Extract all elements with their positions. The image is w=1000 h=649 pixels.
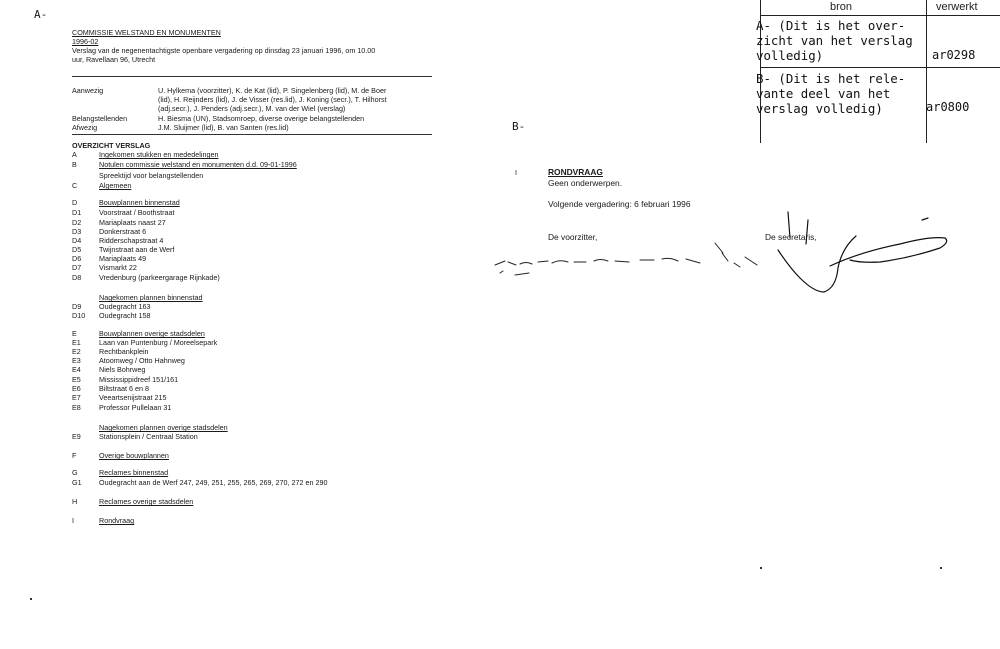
overview-item-code: G1 (72, 478, 82, 487)
bron-row-b-line-3: verslag volledig) (756, 101, 883, 116)
overview-item-text: Rondvraag (99, 516, 135, 525)
section-mark-a: A- (34, 8, 48, 21)
afwezig-value: J.M. Sluijmer (lid), B. van Santen (res.lid) (158, 123, 289, 132)
overview-item-text: Oudegracht aan de Werf 247, 249, 251, 255, 265, 269, 270, 272 en 290 (99, 478, 328, 487)
rondvraag-body: Geen onderwerpen. (548, 178, 623, 188)
overview-item-code: E7 (72, 393, 81, 402)
overview-item-text: Oudegracht 163 (99, 302, 151, 311)
overview-item-text: Twijnstraat aan de Werf (99, 245, 175, 254)
overview-item-code: E6 (72, 384, 81, 393)
overview-item-code: E (72, 329, 77, 338)
bron-row-b-line-1: B- (Dit is het rele- (756, 71, 906, 86)
bron-row-a-line-3: volledig) (756, 48, 824, 63)
overview-item-text: Mississippidreef 151/161 (99, 375, 179, 384)
doc-title: COMMISSIE WELSTAND EN MONUMENTEN (72, 28, 221, 37)
overview-item-code: D7 (72, 263, 82, 272)
bron-header: bron (830, 1, 853, 13)
overview-item-text: Mariaplaats naast 27 (99, 218, 166, 227)
overview-item-code: H (72, 497, 78, 506)
secretary-signature-label: De secretaris, (765, 232, 817, 242)
overview-item-text: Niels Bohrweg (99, 365, 146, 374)
table-border (926, 0, 927, 143)
overview-item-code: D1 (72, 208, 82, 217)
overview-item-text: Professor Pullelaan 31 (99, 403, 172, 412)
overview-item-code: I (72, 516, 74, 525)
overview-item-code: D6 (72, 254, 82, 263)
bron-row-b-line-2: vante deel van het (756, 86, 891, 101)
overview-item-text: Reclames binnenstad (99, 468, 169, 477)
overview-item-text: Vredenburg (parkeergarage Rijnkade) (99, 273, 220, 282)
bron-row-a-line-1: A- (Dit is het over- (756, 18, 906, 33)
overview-item-text: Algemeen (99, 181, 132, 190)
overview-item-code: D5 (72, 245, 82, 254)
overview-item-code: A (72, 150, 77, 159)
overview-item-code: E5 (72, 375, 81, 384)
overview-item-code: E4 (72, 365, 81, 374)
overview-item-text: Biltstraat 6 en 8 (99, 384, 149, 393)
overview-item-text: Ridderschapstraat 4 (99, 236, 164, 245)
overview-item-code: D (72, 198, 78, 207)
aanwezig-label: Aanwezig (72, 86, 104, 95)
doc-subtitle-2: uur, Ravellaan 96, Utrecht (72, 55, 156, 64)
overview-item-text: Bouwplannen overige stadsdelen (99, 329, 205, 338)
overview-item-text: Bouwplannen binnenstad (99, 198, 180, 207)
chair-signature (490, 235, 780, 285)
overview-item-text: Donkerstraat 6 (99, 227, 147, 236)
overview-item-code: E1 (72, 338, 81, 347)
overview-item-text: Nagekomen plannen overige stadsdelen (99, 423, 228, 432)
secretary-signature (770, 208, 975, 303)
overview-list (72, 0, 472, 540)
overview-item-code: D2 (72, 218, 82, 227)
belangstellenden-value: H. Biesma (UN), Stadsomroep, diverse overige belangstellenden (158, 114, 365, 123)
overview-item-text: Notulen commissie welstand en monumenten d.d. 09-01-1996 (99, 160, 297, 169)
section-mark-b: B- (512, 120, 526, 133)
overview-item-text: Nagekomen plannen binnenstad (99, 293, 203, 302)
rondvraag-code: I (515, 168, 517, 177)
overview-item-code: E2 (72, 347, 81, 356)
overview-item-code: C (72, 181, 78, 190)
belangstellenden-label: Belangstellenden (72, 114, 128, 123)
rondvraag-heading: RONDVRAAG (548, 167, 603, 177)
scan-speck (940, 567, 942, 569)
overview-item-text: Atoomweg / Otto Hahnweg (99, 356, 185, 365)
overview-item-code: D9 (72, 302, 82, 311)
overview-item-text: Mariaplaats 49 (99, 254, 147, 263)
bron-row-a-code: ar0298 (932, 48, 976, 62)
table-border (760, 67, 1000, 68)
scan-speck (760, 567, 762, 569)
overview-item-text: Stationsplein / Centraal Station (99, 432, 198, 441)
overview-item-text: Spreektijd voor belangstellenden (99, 171, 204, 180)
overview-item-code: G (72, 468, 78, 477)
aanwezig-line-3: (adj.secr.), J. Penders (adj.secr.), M. van der Wiel (verslag) (158, 104, 346, 113)
aanwezig-line-1: U. Hylkema (voorzitter), K. de Kat (lid), P. Singelenberg (lid), M. de Boer (158, 86, 387, 95)
scan-speck (30, 598, 32, 600)
overview-item-code: E8 (72, 403, 81, 412)
aanwezig-line-2: (lid), H. Reijnders (lid), J. de Visser (res.lid), J. Koning (secr.), T. Hilhorst (158, 95, 387, 104)
chair-signature-label: De voorzitter, (548, 232, 598, 242)
next-meeting: Volgende vergadering: 6 februari 1996 (548, 199, 691, 209)
overview-item-code: F (72, 451, 77, 460)
overview-item-text: Oudegracht 158 (99, 311, 151, 320)
overview-item-text: Veeartsenijstraat 215 (99, 393, 167, 402)
overview-item-code: E3 (72, 356, 81, 365)
overview-item-text: Ingekomen stukken en mededelingen (99, 150, 219, 159)
overview-item-text: Voorstraat / Boothstraat (99, 208, 175, 217)
overview-item-text: Vismarkt 22 (99, 263, 137, 272)
overview-item-text: Rechtbankplein (99, 347, 149, 356)
overview-item-text: Laan van Puntenburg / Moreelsepark (99, 338, 218, 347)
doc-subtitle-1: Verslag van de negenentachtigste openbare vergadering op dinsdag 23 januari 1996, om 10.00 (72, 46, 376, 55)
afwezig-label: Afwezig (72, 123, 98, 132)
verwerkt-header: verwerkt (936, 1, 978, 13)
overview-heading: OVERZICHT VERSLAG (72, 141, 151, 150)
table-border (760, 15, 1000, 16)
bron-row-a-line-2: zicht van het verslag (756, 33, 913, 48)
overview-item-code: E9 (72, 432, 81, 441)
overview-item-code: D4 (72, 236, 82, 245)
overview-item-code: D3 (72, 227, 82, 236)
overview-item-code: B (72, 160, 77, 169)
overview-item-text: Overige bouwplannen (99, 451, 169, 460)
overview-item-text: Reclames overige stadsdelen (99, 497, 194, 506)
bron-row-b-code: ar0800 (926, 100, 970, 114)
overview-item-code: D10 (72, 311, 86, 320)
doc-number: 1996-02 (72, 37, 99, 46)
overview-item-code: D8 (72, 273, 82, 282)
